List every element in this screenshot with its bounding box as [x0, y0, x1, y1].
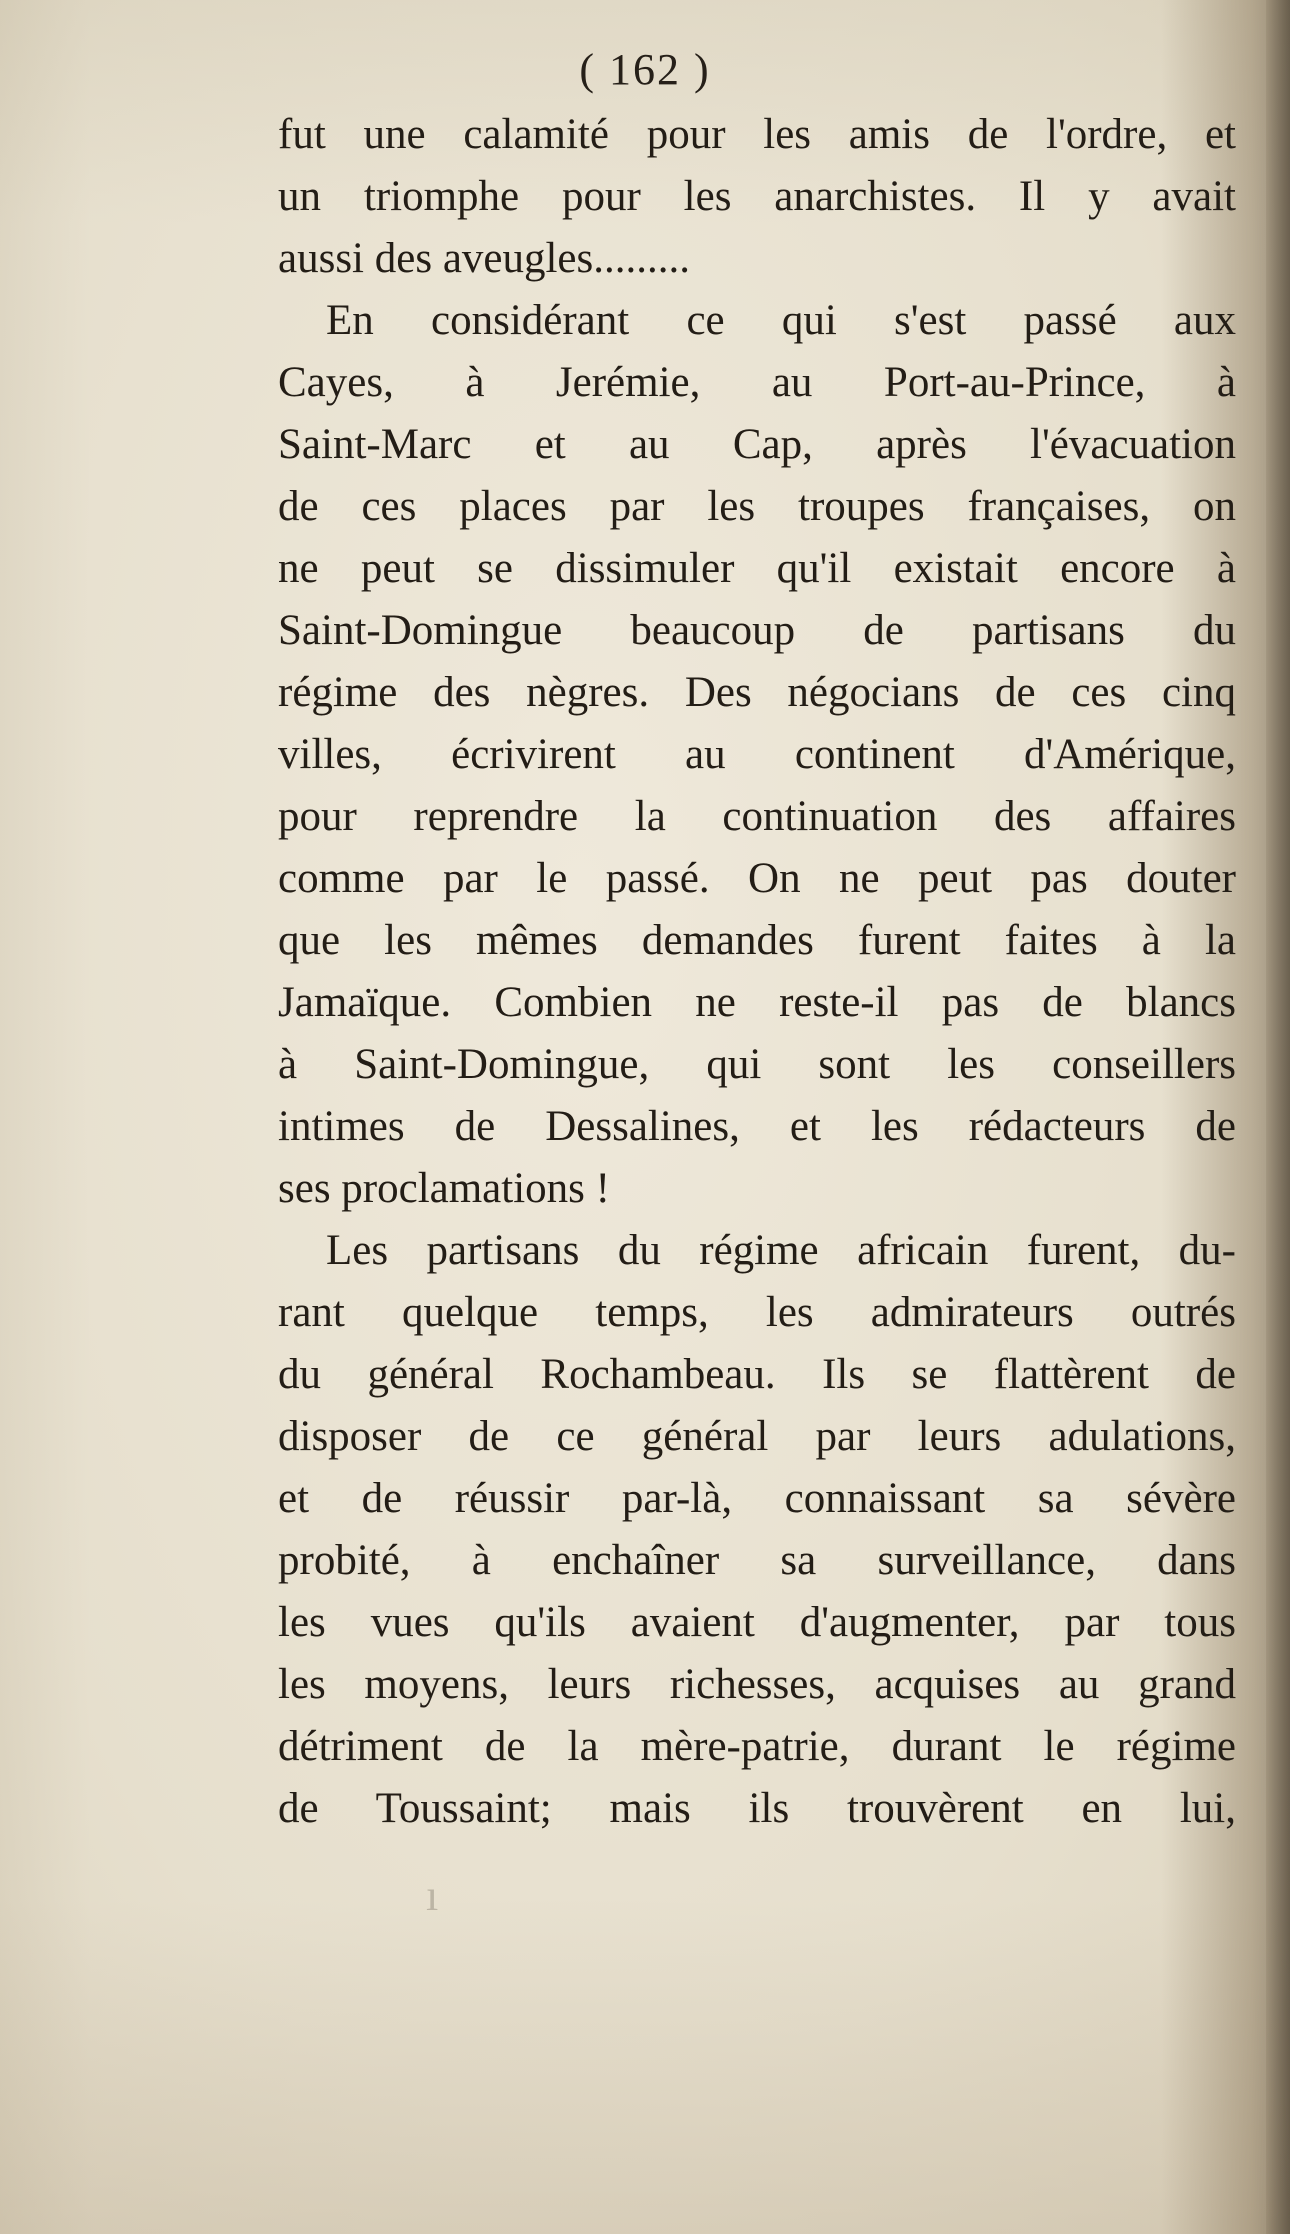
text-line: du général Rochambeau. Ils se flattèrent de — [278, 1351, 1236, 1398]
text-line: détriment de la mère-patrie, durant le régime — [278, 1723, 1236, 1770]
text-line: et de réussir par-là, connaissant sa sévère — [278, 1475, 1236, 1522]
text-line: intimes de Dessalines, et les rédacteurs de — [278, 1103, 1236, 1150]
text-line: fut une calamité pour les amis de l'ordre, et — [278, 111, 1236, 158]
text-line: aussi des aveugles......... — [278, 235, 691, 282]
text-line: Jamaïque. Combien ne reste-il pas de blancs — [278, 979, 1236, 1026]
text-line: comme par le passé. On ne peut pas douter — [278, 855, 1236, 902]
text-line: ses proclamations ! — [278, 1165, 610, 1212]
text-line: probité, à enchaîner sa surveillance, dans — [278, 1537, 1236, 1584]
text-line: que les mêmes demandes furent faites à la — [278, 917, 1236, 964]
text-line: les moyens, leurs richesses, acquises au grand — [278, 1661, 1236, 1708]
text-line: à Saint-Domingue, qui sont les conseillers — [278, 1041, 1236, 1088]
page-number: ( 162 ) — [579, 45, 711, 94]
text-line: Saint-Marc et au Cap, après l'évacuation — [278, 421, 1236, 468]
text-line: villes, écrivirent au continent d'Amérique, — [278, 731, 1236, 778]
text-line: En considérant ce qui s'est passé aux — [326, 297, 1236, 344]
text-line: de ces places par les troupes françaises, on — [278, 483, 1236, 530]
text-line: Cayes, à Jerémie, au Port-au-Prince, à — [278, 359, 1236, 406]
text-line: disposer de ce général par leurs adulations, — [278, 1413, 1236, 1460]
text-line: de Toussaint; mais ils trouvèrent en lui, — [278, 1785, 1236, 1832]
text-line: un triomphe pour les anarchistes. Il y avait — [278, 173, 1236, 220]
page-spine-shadow — [1266, 0, 1290, 2234]
text-line: rant quelque temps, les admirateurs outrés — [278, 1289, 1236, 1336]
bleed-through-mark: ı — [426, 1871, 439, 1920]
text-line: ne peut se dissimuler qu'il existait encore à — [278, 545, 1236, 592]
text-line: les vues qu'ils avaient d'augmenter, par tous — [278, 1599, 1236, 1646]
text-line: Saint-Domingue beaucoup de partisans du — [278, 607, 1236, 654]
text-line: Les partisans du régime africain furent, du- — [326, 1227, 1236, 1274]
body-text — [278, 104, 1236, 1840]
text-line: régime des nègres. Des négocians de ces cinq — [278, 669, 1236, 716]
text-line: pour reprendre la continuation des affaires — [278, 793, 1236, 840]
